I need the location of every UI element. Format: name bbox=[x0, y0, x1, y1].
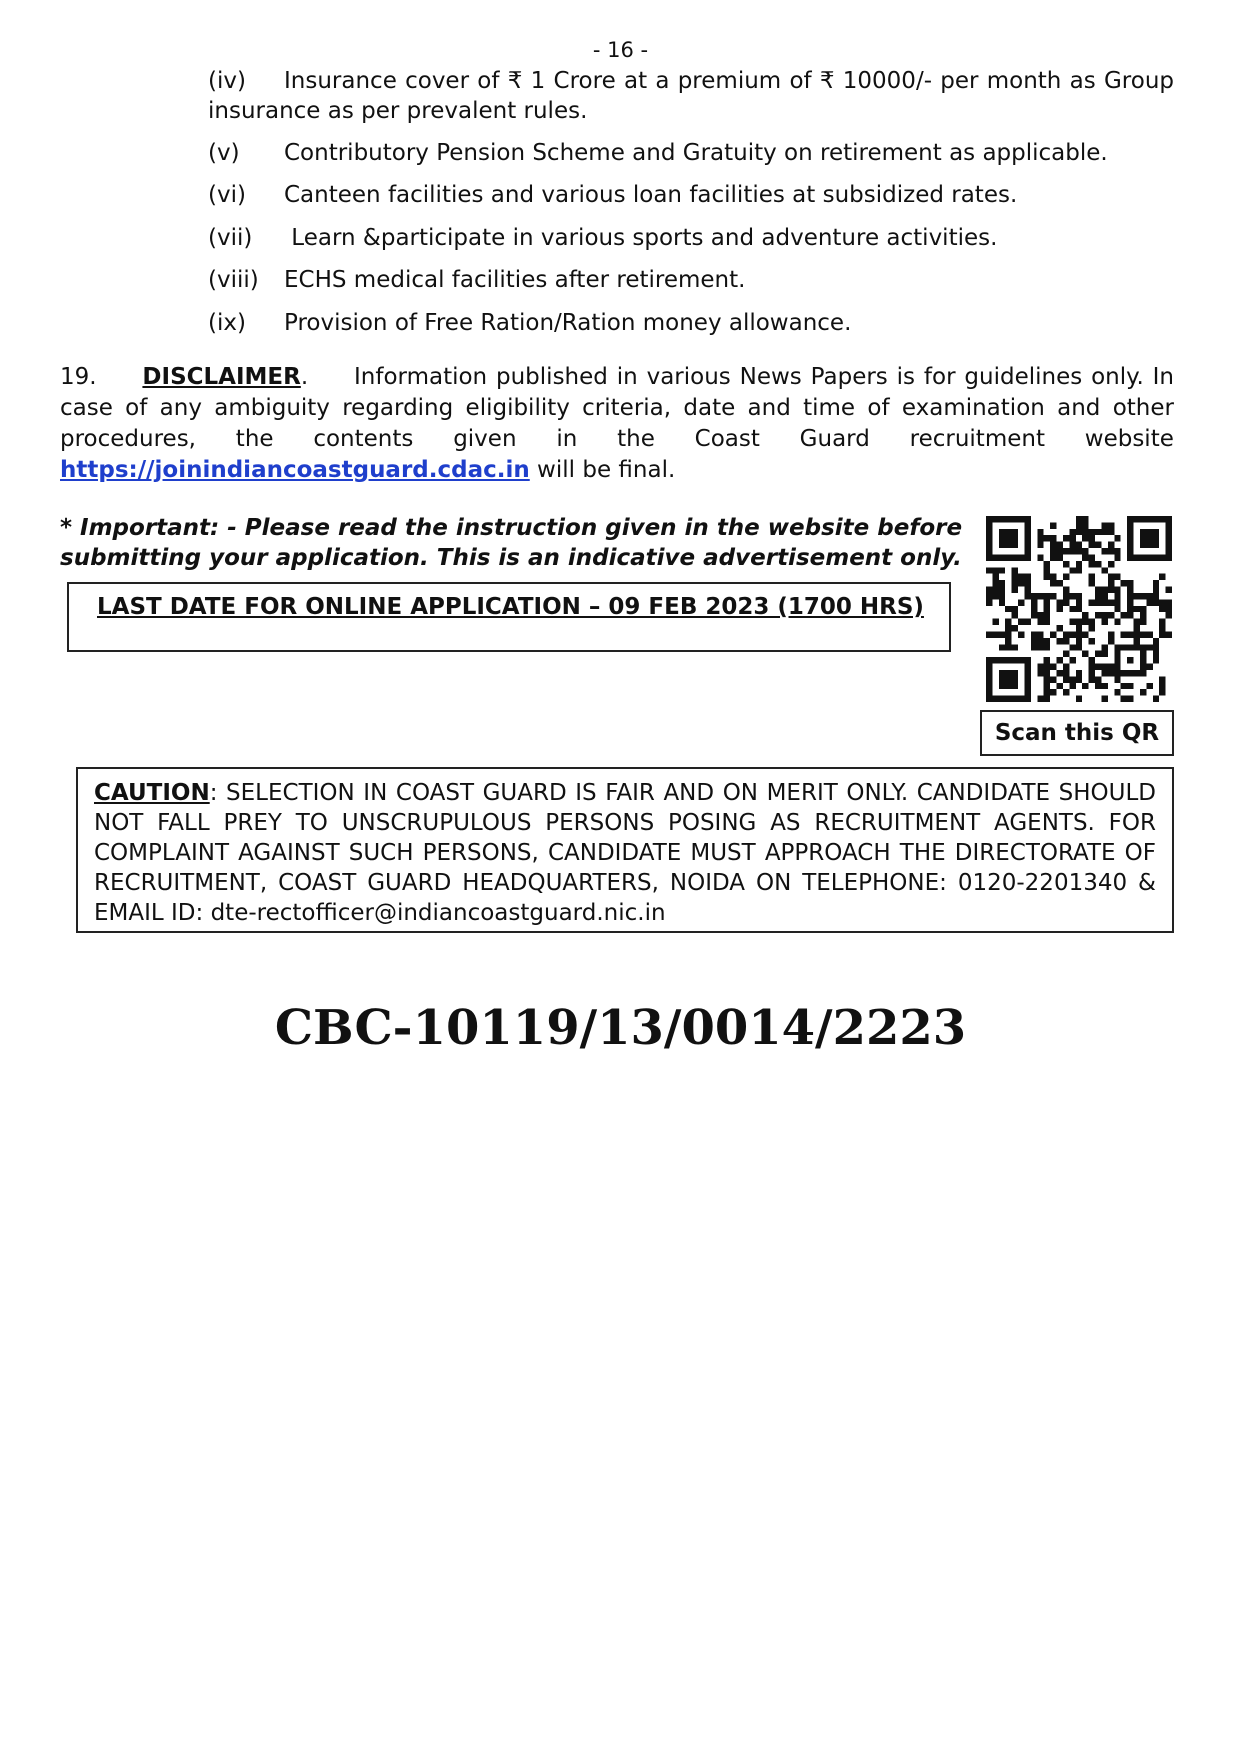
benefit-number: (vi) bbox=[208, 182, 246, 208]
recruitment-website-link[interactable]: https://joinindiancoastguard.cdac.in bbox=[60, 457, 530, 483]
disclaimer-word: website bbox=[1084, 426, 1174, 452]
benefit-number: (iv) bbox=[208, 68, 246, 94]
benefit-item-ix bbox=[208, 308, 1174, 338]
page-number: - 16 - bbox=[592, 38, 649, 62]
disclaimer-line-2: case of any ambiguity regarding eligibility criteria, date and time of examination and other bbox=[60, 395, 1174, 421]
disclaimer-line-4 bbox=[60, 455, 1174, 486]
disclaimer-word: recruitment bbox=[909, 426, 1045, 452]
last-date-box bbox=[67, 582, 951, 652]
benefit-item-vi bbox=[208, 180, 1174, 210]
disclaimer-word: in bbox=[556, 426, 578, 452]
disclaimer-line-1: 19. DISCLAIMER. Information published in various News Papers is for guidelines only. In bbox=[60, 362, 1174, 393]
benefit-item-v bbox=[208, 138, 1174, 168]
disclaimer-tail: will be final. bbox=[529, 457, 676, 483]
caution-label: CAUTION bbox=[94, 780, 210, 806]
disclaimer-heading: DISCLAIMER bbox=[142, 364, 301, 390]
benefit-text: Provision of Free Ration/Ration money allowance. bbox=[284, 310, 852, 336]
disclaimer-word: given bbox=[453, 426, 517, 452]
disclaimer-word: Coast bbox=[694, 426, 760, 452]
scan-qr-caption: Scan this QR bbox=[980, 710, 1174, 756]
caution-text: : SELECTION IN COAST GUARD IS FAIR AND ON MERIT ONLY. CANDIDATE SHOULD NOT FALL PREY TO UNSCRUPULOUS PERSONS POSING AS RECRUITMENT AGENTS. FOR COMPLAINT AGAINST SUCH PERSONS, CANDIDATE MUST APPROACH THE DIRECTORATE OF RECRUITMENT, COAST GUARD HEADQUARTERS, NOIDA ON TELEPHONE: 0120-2201340 & EMAIL ID: dte-rectofficer@indiancoastguard.nic.in bbox=[94, 780, 1156, 926]
benefit-item-iv bbox=[208, 66, 1174, 126]
disclaimer-word: Guard bbox=[799, 426, 870, 452]
caution-box bbox=[76, 767, 1174, 933]
benefit-text-continued: insurance as per prevalent rules. bbox=[208, 98, 588, 124]
benefit-number: (viii) bbox=[208, 267, 259, 293]
benefit-text: ECHS medical facilities after retirement. bbox=[284, 267, 746, 293]
benefit-text: Insurance cover of ₹ 1 Crore at a premium of ₹ 10000/- per month as Group bbox=[284, 68, 1174, 94]
benefit-item-viii bbox=[208, 265, 1174, 295]
disclaimer-word: procedures, bbox=[60, 426, 196, 452]
disclaimer-line-3 bbox=[60, 424, 1174, 455]
benefit-text: Learn &participate in various sports and adventure activities. bbox=[284, 225, 998, 251]
benefit-text: Contributory Pension Scheme and Gratuity on retirement as applicable. bbox=[284, 140, 1108, 166]
benefit-text: Canteen facilities and various loan facilities at subsidized rates. bbox=[284, 182, 1018, 208]
qr-code-icon[interactable] bbox=[986, 516, 1172, 702]
last-date-text: LAST DATE FOR ONLINE APPLICATION – 09 FEB 2023 (1700 HRS) bbox=[97, 594, 924, 620]
disclaimer-paragraph bbox=[60, 362, 1174, 486]
disclaimer-word: the bbox=[617, 426, 655, 452]
disclaimer-word: contents bbox=[313, 426, 414, 452]
disclaimer-line-1-text: Information published in various News Papers is for guidelines only. In bbox=[354, 364, 1174, 390]
disclaimer-number: 19. bbox=[60, 364, 97, 390]
benefit-number: (ix) bbox=[208, 310, 246, 336]
benefit-item-vii bbox=[208, 223, 1174, 253]
benefit-number: (vii) bbox=[208, 225, 253, 251]
reference-code: CBC-10119/13/0014/2223 bbox=[274, 1000, 967, 1056]
disclaimer-word: the bbox=[235, 426, 274, 452]
benefit-number: (v) bbox=[208, 140, 240, 166]
important-note: * Important: - Please read the instruction given in the website before submitting your application. This is an indicative advertisement only. bbox=[60, 515, 963, 571]
